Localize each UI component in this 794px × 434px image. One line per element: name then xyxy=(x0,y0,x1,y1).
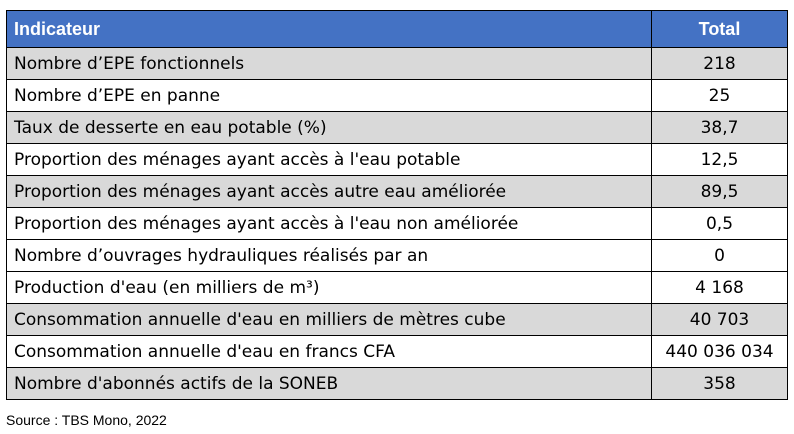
row-value: 0,5 xyxy=(652,208,788,240)
indicator-table xyxy=(6,10,788,400)
row-value: 38,7 xyxy=(652,112,788,144)
row-value: 4 168 xyxy=(652,272,788,304)
table-row xyxy=(7,80,788,112)
row-label: Proportion des ménages ayant accès à l'eau non améliorée xyxy=(7,208,652,240)
header-indicateur: Indicateur xyxy=(7,11,652,48)
table-row xyxy=(7,272,788,304)
source-note: Source : TBS Mono, 2022 xyxy=(6,412,167,428)
row-label: Taux de desserte en eau potable (%) xyxy=(7,112,652,144)
row-label: Consommation annuelle d'eau en milliers de mètres cube xyxy=(7,304,652,336)
table-row xyxy=(7,336,788,368)
row-label: Nombre d’ouvrages hydrauliques réalisés par an xyxy=(7,240,652,272)
row-value: 25 xyxy=(652,80,788,112)
row-label: Proportion des ménages ayant accès à l'eau potable xyxy=(7,144,652,176)
row-value: 89,5 xyxy=(652,176,788,208)
row-value: 218 xyxy=(652,48,788,80)
row-label: Production d'eau (en milliers de m³) xyxy=(7,272,652,304)
table-header-row xyxy=(7,11,788,48)
table-row xyxy=(7,240,788,272)
row-value: 440 036 034 xyxy=(652,336,788,368)
table-row xyxy=(7,48,788,80)
row-label: Nombre d’EPE en panne xyxy=(7,80,652,112)
row-label: Nombre d’EPE fonctionnels xyxy=(7,48,652,80)
row-label: Consommation annuelle d'eau en francs CFA xyxy=(7,336,652,368)
row-value: 40 703 xyxy=(652,304,788,336)
table-row xyxy=(7,144,788,176)
row-value: 12,5 xyxy=(652,144,788,176)
table-row xyxy=(7,208,788,240)
row-label: Nombre d'abonnés actifs de la SONEB xyxy=(7,368,652,400)
row-label: Proportion des ménages ayant accès autre eau améliorée xyxy=(7,176,652,208)
table-row xyxy=(7,368,788,400)
table-row xyxy=(7,112,788,144)
row-value: 358 xyxy=(652,368,788,400)
header-total: Total xyxy=(652,11,788,48)
row-value: 0 xyxy=(652,240,788,272)
table-row xyxy=(7,176,788,208)
table-row xyxy=(7,304,788,336)
